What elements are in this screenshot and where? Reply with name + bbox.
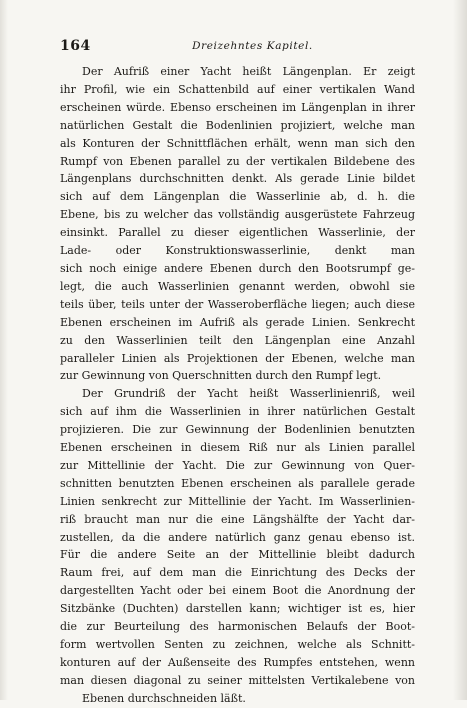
text-line: zu den Wasserlinien teilt den Längenplan eine Anzahl: [60, 333, 415, 347]
text-line: natürlichen Gestalt die Bodenlinien projiziert, welche man: [60, 118, 415, 132]
text-line: Ebenen erscheinen im Aufriß als gerade Linien. Senkrecht: [60, 315, 415, 329]
text-line: die zur Beurteilung des harmonischen Belaufs der Boot-: [60, 620, 415, 634]
text-line: ihr Profil, wie ein Schattenbild auf einer vertikalen Wand: [60, 82, 415, 96]
text-line: Der Grundriß der Yacht heißt Wasserlinienriß, weil: [82, 387, 415, 401]
text-line: zur Gewinnung von Querschnitten durch den Rumpf legt.: [60, 369, 382, 383]
running-head: Dreizehntes Kapitel.: [192, 40, 313, 52]
text-line: Raum frei, auf dem man die Einrichtung des Decks der: [60, 566, 415, 580]
body-text: [60, 63, 415, 708]
text-line: Ebenen erscheinen in diesem Riß nur als Linien parallel: [60, 441, 415, 455]
text-line: Ebene, bis zu welcher das vollständig ausgerüstete Fahrzeug: [60, 208, 415, 222]
text-line: projizieren. Die zur Gewinnung der Bodenlinien benutzten: [60, 423, 415, 437]
text-line: Lade- oder Konstruktionswasserlinie, denkt man: [60, 244, 415, 258]
text-line: sich auf dem Längenplan die Wasserlinie ab, d. h. die: [60, 190, 415, 204]
text-line: form wertvollen Senten zu zeichnen, welche als Schnitt-: [60, 638, 415, 651]
text-line: erscheinen würde. Ebenso erscheinen im Längenplan in ihrer: [60, 100, 415, 114]
text-line: sich noch einige andere Ebenen durch den Bootsrumpf ge-: [60, 261, 415, 275]
text-line: Für die andere Seite an der Mittellinie bleibt dadurch: [60, 548, 415, 562]
text-line: teils über, teils unter der Wasseroberfläche liegen; auch diese: [60, 297, 415, 311]
page-left-shadow: [0, 0, 8, 700]
page-right-shadow: [453, 0, 467, 700]
text-line: Ebenen durchschneiden läßt.: [82, 691, 246, 705]
text-line: man diesen diagonal zu seiner mittelsten Vertikalebene von: [60, 673, 415, 687]
text-line: Der Aufriß einer Yacht heißt Längenplan. Er zeigt: [82, 65, 415, 78]
text-line: schnitten benutzten Ebenen erscheinen als parallele gerade: [60, 476, 415, 490]
text-line: zustellen, da die andere natürlich ganz genau ebenso ist.: [60, 530, 415, 544]
page-number: 164: [60, 38, 91, 54]
text-line: Rumpf von Ebenen parallel zu der vertikalen Bildebene des: [60, 154, 415, 168]
text-line: paralleler Linien als Projektionen der Ebenen, welche man: [60, 351, 415, 365]
text-line: Sitzbänke (Duchten) darstellen kann; wichtiger ist es, hier: [60, 602, 415, 616]
text-line: dargestellten Yacht oder bei einem Boot die Anordnung der: [60, 584, 415, 598]
text-line: legt, die auch Wasserlinien genannt werden, obwohl sie: [60, 279, 415, 293]
text-line: zur Mittellinie der Yacht. Die zur Gewinnung von Quer-: [60, 458, 415, 472]
text-line: riß braucht man nur die eine Längshälfte der Yacht dar-: [60, 512, 415, 526]
page-header: [60, 38, 415, 56]
text-line: als Konturen der Schnittflächen erhält, wenn man sich den: [60, 136, 415, 150]
text-line: einsinkt. Parallel zu dieser eigentlichen Wasserlinie, der: [60, 226, 415, 240]
text-line: konturen auf der Außenseite des Rumpfes entstehen, wenn: [60, 655, 415, 669]
text-line: sich auf ihm die Wasserlinien in ihrer natürlichen Gestalt: [60, 405, 415, 419]
text-line: Längenplans durchschnitten denkt. Als gerade Linie bildet: [60, 172, 415, 186]
text-line: Linien senkrecht zur Mittellinie der Yacht. Im Wasserlinien-: [60, 494, 415, 508]
